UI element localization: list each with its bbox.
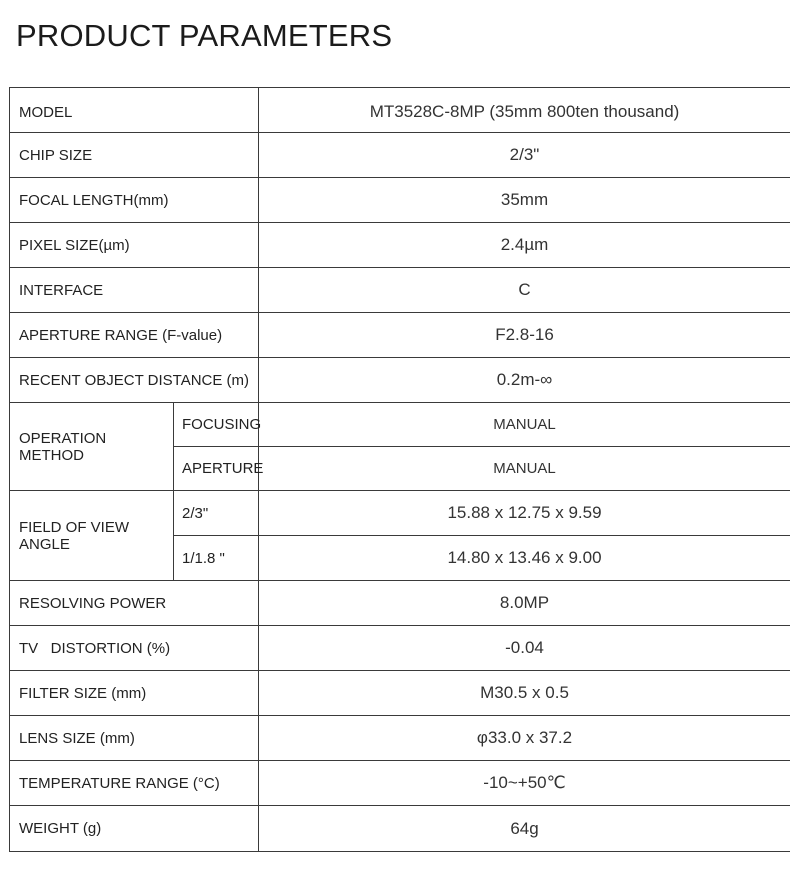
spec-label: TV DISTORTION (%): [10, 626, 259, 671]
table-row: [10, 626, 790, 671]
spec-value: 64g: [259, 806, 790, 852]
table-row: [10, 806, 790, 852]
spec-value: 35mm: [259, 178, 790, 223]
spec-sublabel: 2/3": [174, 491, 259, 536]
spec-label: INTERFACE: [10, 268, 259, 313]
spec-value: 2/3": [259, 133, 790, 178]
spec-label: TEMPERATURE RANGE (°C): [10, 761, 259, 806]
spec-value: 0.2m-∞: [259, 358, 790, 403]
spec-label: FOCAL LENGTH(mm): [10, 178, 259, 223]
spec-label: WEIGHT (g): [10, 806, 259, 852]
spec-value: 2.4µm: [259, 223, 790, 268]
table-row: [10, 671, 790, 716]
table-row: [10, 223, 790, 268]
table-row: [10, 88, 790, 133]
spec-label: PIXEL SIZE(µm): [10, 223, 259, 268]
spec-sublabel: 1/1.8 ": [174, 536, 259, 581]
table-row: [10, 268, 790, 313]
spec-label: FIELD OF VIEW ANGLE: [10, 491, 174, 581]
spec-sublabel: FOCUSING: [174, 403, 259, 447]
table-row: [10, 761, 790, 806]
spec-value: -0.04: [259, 626, 790, 671]
table-row: [10, 178, 790, 223]
spec-value: MT3528C-8MP (35mm 800ten thousand): [259, 88, 790, 133]
spec-label: FILTER SIZE (mm): [10, 671, 259, 716]
spec-table: [9, 87, 790, 852]
table-row: [10, 313, 790, 358]
table-row: [10, 716, 790, 761]
spec-value: φ33.0 x 37.2: [259, 716, 790, 761]
spec-label: OPERATION METHOD: [10, 403, 174, 491]
page-title: PRODUCT PARAMETERS: [16, 18, 393, 53]
spec-label: MODEL: [10, 88, 259, 133]
spec-value: 14.80 x 13.46 x 9.00: [259, 536, 790, 581]
spec-sublabel: APERTURE: [174, 447, 259, 491]
spec-value: -10~+50℃: [259, 761, 790, 806]
spec-value: MANUAL: [259, 403, 790, 447]
spec-value: C: [259, 268, 790, 313]
spec-label: APERTURE RANGE (F-value): [10, 313, 259, 358]
spec-label: RECENT OBJECT DISTANCE (m): [10, 358, 259, 403]
spec-label: LENS SIZE (mm): [10, 716, 259, 761]
table-row: [10, 133, 790, 178]
spec-value: 15.88 x 12.75 x 9.59: [259, 491, 790, 536]
spec-value: M30.5 x 0.5: [259, 671, 790, 716]
spec-label: CHIP SIZE: [10, 133, 259, 178]
table-row: [10, 491, 790, 536]
table-row: [10, 403, 790, 447]
spec-label: RESOLVING POWER: [10, 581, 259, 626]
spec-value: MANUAL: [259, 447, 790, 491]
table-row: [10, 581, 790, 626]
table-row: [10, 358, 790, 403]
spec-value: 8.0MP: [259, 581, 790, 626]
spec-value: F2.8-16: [259, 313, 790, 358]
